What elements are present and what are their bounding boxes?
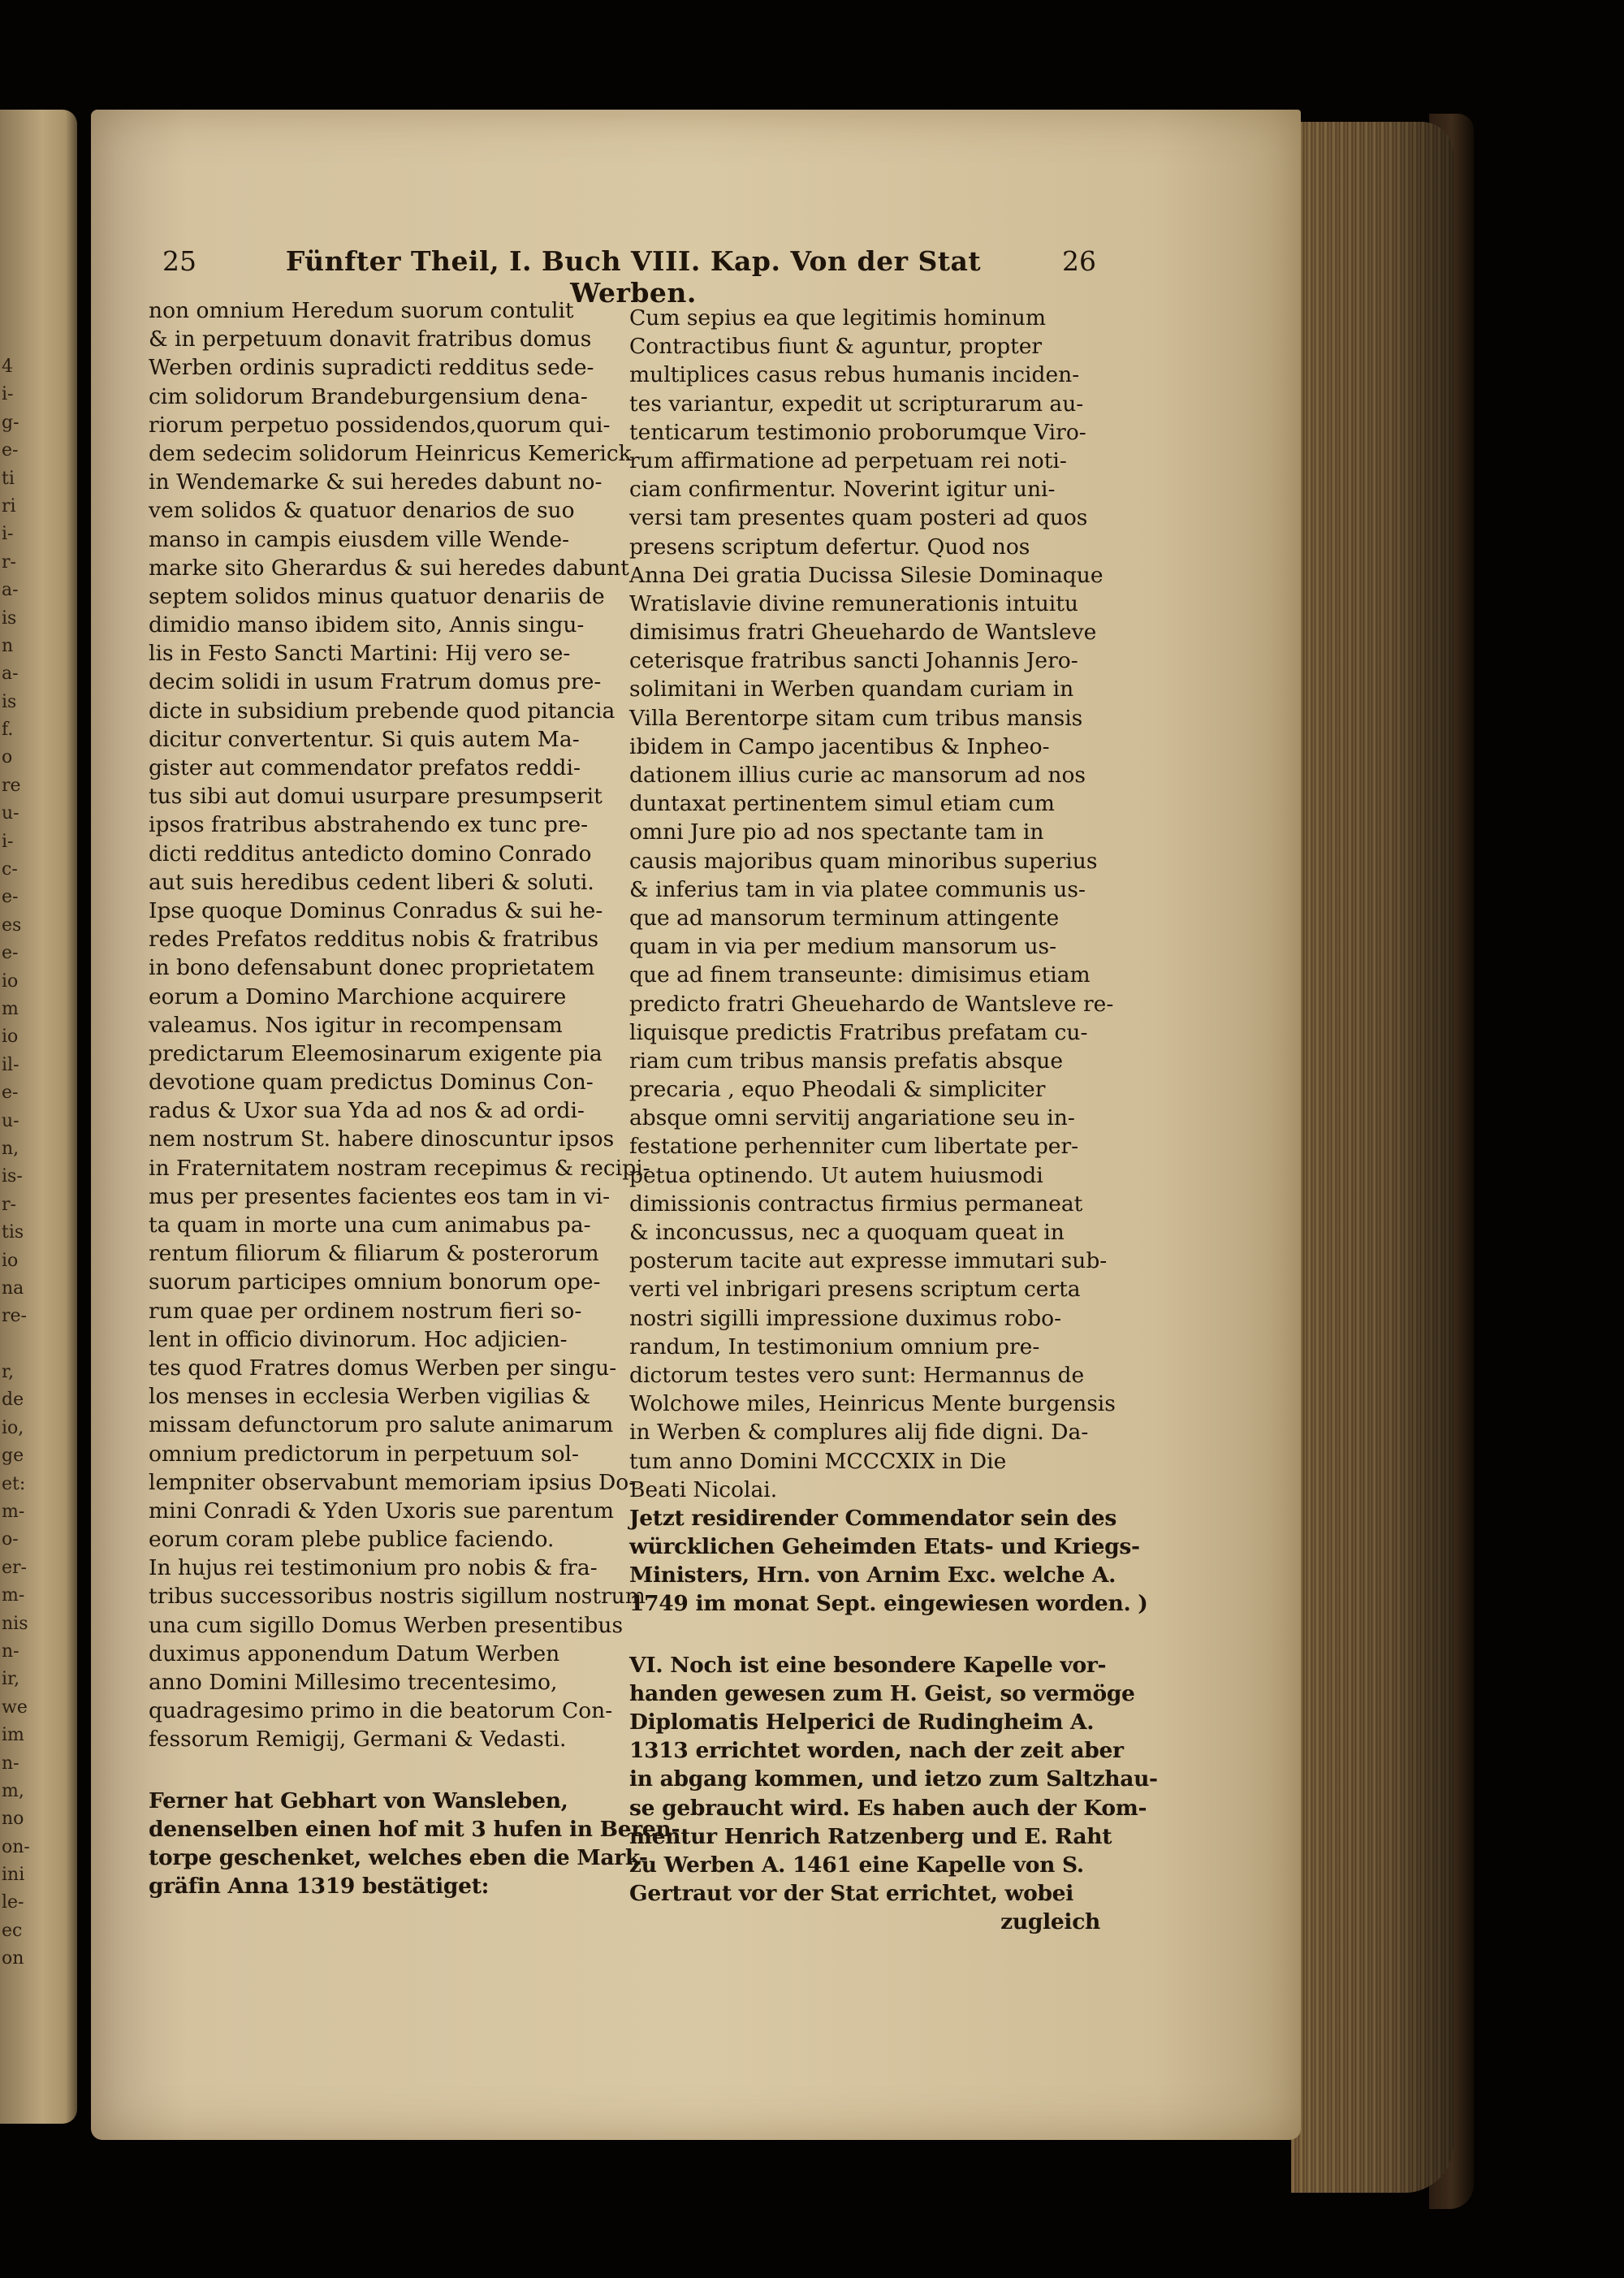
german-text-line: denenselben einen hof mit 3 hufen in Beren- [149,1816,680,1842]
text-line: vem solidos & quatuor denarios de suo [149,498,575,524]
text-line: valeamus. Nos igitur in recompensam [149,1012,563,1038]
margin-fragment: de [2,1390,24,1411]
text-line: decim solidi in usum Fratrum domus pre- [149,669,602,695]
text-line: rum quae per ordinem nostrum fieri so- [149,1298,582,1324]
text-line: Contractibus fiunt & aguntur, propter [629,334,1043,360]
margin-fragment: r, [2,1362,15,1383]
left-page-edge [0,110,77,2124]
text-line: randum, In testimonium omnium pre- [629,1334,1040,1359]
margin-fragment: u- [2,803,19,824]
german-text-line: gräfin Anna 1319 bestätiget: [149,1874,490,1900]
margin-fragment: n, [2,1138,19,1159]
text-line: tes variantur, expedit ut scripturarum au- [629,391,1084,417]
text-line: predictarum Eleemosinarum exigente pia [149,1040,603,1066]
german-text-line: se gebraucht wird. Es haben auch der Kom- [629,1795,1147,1821]
text-line: & inconcussus, nec a quoquam queat in [629,1220,1065,1245]
german-text-line: zu Werben A. 1461 eine Kapelle von S. [629,1852,1084,1878]
text-line: verti vel inbrigari presens scriptum certa [629,1277,1081,1303]
text-line: lempniter observabunt memoriam ipsius Do- [149,1469,637,1495]
text-line: cim solidorum Brandeburgensium dena- [149,383,588,409]
text-line: ceterisque fratribus sancti Johannis Jero- [629,648,1078,674]
margin-fragment: on- [2,1836,30,1857]
text-line: Cum sepius ea que legitimis hominum [629,305,1046,331]
text-line: duntaxat pertinentem simul etiam cum [629,791,1055,817]
text-line: Ipse quoque Dominus Conradus & sui he- [149,897,603,923]
german-text-line: Ministers, Hrn. von Arnim Exc. welche A. [629,1563,1116,1589]
text-line: in bono defensabunt donec proprietatem [149,955,595,981]
text-line: dimidio manso ibidem sito, Annis singu- [149,612,585,638]
text-line: non omnium Heredum suorum contulit [149,298,574,323]
text-line: Beati Nicolai. [629,1476,778,1502]
catchword: zugleich [1000,1909,1100,1935]
text-line: septem solidos minus quatuor denariis de [149,583,605,609]
german-text-line: Diplomatis Helperici de Rudingheim A. [629,1710,1095,1735]
margin-fragment: i- [2,524,14,545]
german-text-line: handen gewesen zum H. Geist, so vermöge [629,1680,1135,1706]
text-line: nostri sigilli impressione duximus robo- [629,1305,1062,1331]
text-line: riam cum tribus mansis prefatis absque [629,1048,1064,1074]
margin-fragment: e- [2,887,19,908]
text-line: aut suis heredibus cedent liberi & soluti. [149,869,594,895]
text-line: Wratislavie divine remunerationis intuitu [629,590,1078,616]
margin-fragment: e- [2,440,19,461]
text-line: petua optinendo. Ut autem huiusmodi [629,1162,1043,1188]
text-line: riorum perpetuo possidendos,quorum qui- [149,412,611,438]
margin-fragment: tis [2,1222,24,1243]
text-line: Werben ordinis supradicti redditus sede- [149,355,594,381]
margin-fragment: c- [2,859,18,880]
text-line: ipsos fratribus abstrahendo ex tunc pre- [149,812,589,838]
text-line: causis majoribus quam minoribus superius [629,848,1098,874]
text-line: los menses in ecclesia Werben vigilias & [149,1384,591,1410]
margin-fragment: e- [2,943,19,964]
text-line: dicte in subsidium prebende quod pitancia [149,698,615,724]
margin-fragment: on [2,1948,24,1969]
german-text-line: VI. Noch ist eine besondere Kapelle vor- [629,1652,1107,1678]
text-line: nem nostrum St. habere dinoscuntur ipsos [149,1126,615,1152]
text-line: quadragesimo primo in die beatorum Con- [149,1698,613,1724]
text-line: suorum participes omnium bonorum ope- [149,1269,601,1295]
text-line: missam defunctorum pro salute animarum [149,1412,614,1438]
german-text-line: mentur Henrich Ratzenberg und E. Raht [629,1823,1112,1849]
margin-fragment: na [2,1277,24,1299]
margin-fragment: ti [2,468,15,489]
text-line: dationem illius curie ac mansorum ad nos [629,763,1086,788]
margin-fragment: ini [2,1865,25,1886]
text-line: ibidem in Campo jacentibus & Inpheo- [629,733,1050,759]
text-line: rentum filiorum & filiarum & posterorum [149,1241,599,1267]
margin-fragment: ge [2,1446,24,1467]
margin-fragment: a- [2,664,19,685]
margin-fragment [2,1331,26,1359]
text-line: & in perpetuum donavit fratribus domus [149,326,592,352]
text-line: festatione perhenniter cum libertate per- [629,1134,1079,1160]
text-line: in Fraternitatem nostram recepimus & recipi- [149,1155,650,1181]
german-text-line: 1313 errichtet worden, nach der zeit aber [629,1738,1124,1764]
text-line: dimisimus fratri Gheuehardo de Wantsleve [629,620,1097,646]
margin-fragment: o- [2,1529,19,1550]
text-line: In hujus rei testimonium pro nobis & fra- [149,1555,598,1581]
text-line: precaria , equo Pheodali & simpliciter [629,1077,1046,1103]
page-number-right: 26 [1062,245,1096,277]
paragraph-gap [629,1619,1100,1651]
margin-fragment: im [2,1725,24,1746]
text-line: marke sito Gherardus & sui heredes dabunt [149,555,629,581]
margin-fragment: u- [2,1110,19,1131]
margin-fragment: ec [2,1920,23,1941]
margin-fragment: m- [2,1585,25,1606]
text-line: mini Conradi & Yden Uxoris sue parentum [149,1498,615,1524]
margin-fragment: o [2,747,13,768]
text-line: duximus apponendum Datum Werben [149,1640,560,1666]
margin-fragment: il- [2,1054,19,1075]
margin-fragment: m, [2,1780,24,1801]
text-line: Wolchowe miles, Heinricus Mente burgensis [629,1391,1116,1417]
text-line: posterum tacite aut expresse immutari sub- [629,1248,1108,1274]
german-text-line: Jetzt residirender Commendator sein des [629,1505,1116,1531]
text-line: in Werben & complures alij fide digni. Da- [629,1420,1089,1446]
margin-fragment: le- [2,1892,24,1913]
text-line: quam in via per medium mansorum us- [629,934,1057,960]
text-line: redes Prefatos redditus nobis & fratribus [149,927,599,953]
margin-fragment: es [2,914,22,936]
text-line: Anna Dei gratia Ducissa Silesie Dominaque [629,562,1104,588]
text-line: eorum a Domino Marchione acquirere [149,983,567,1009]
text-line: omni Jure pio ad nos spectante tam in [629,819,1044,845]
margin-fragment: io [2,1027,19,1048]
text-line: manso in campis eiusdem ville Wende- [149,526,570,552]
margin-fragment: g- [2,412,19,433]
margin-fragment: e- [2,1083,19,1104]
margin-fragment: we [2,1697,28,1718]
margin-fragment: er- [2,1557,27,1578]
text-line: Villa Berentorpe sitam cum tribus mansis [629,705,1083,731]
text-line: presens scriptum defertur. Quod nos [629,534,1030,560]
margin-fragment: i- [2,831,14,852]
text-line: tenticarum testimonio proborumque Viro- [629,419,1086,445]
text-line: mus per presentes facientes eos tam in vi- [149,1183,611,1209]
text-line: devotione quam predictus Dominus Con- [149,1070,594,1096]
text-line: ta quam in morte una cum animabus pa- [149,1212,591,1238]
margin-fragment: 4 [2,357,13,377]
running-title: Fünfter Theil, I. Buch VIII. Kap. Von der Stat Werben. [285,245,982,309]
german-text-line: torpe geschenket, welches eben die Mark- [149,1844,648,1870]
text-line: rum affirmatione ad perpetuam rei noti- [629,447,1067,473]
text-line: que ad mansorum terminum attingente [629,905,1060,931]
margin-fragment: n [2,635,14,656]
text-line: que ad finem transeunte: dimisimus etiam [629,962,1091,988]
left-text-column [149,296,680,1900]
margin-fragment: a- [2,580,19,601]
page-header [162,245,1096,309]
margin-fragment: re- [2,1306,27,1327]
margin-fragment: m [2,998,19,1019]
text-line: dem sedecim solidorum Heinricus Kemerick [149,440,632,466]
text-line: omnium predictorum in perpetuum sol- [149,1441,579,1467]
margin-fragment: io [2,970,19,992]
text-line: versi tam presentes quam posteri ad quos [629,505,1088,531]
left-page-fragments [2,353,30,1973]
margin-fragment: n- [2,1753,19,1774]
german-text-line: Ferner hat Gebhart von Wansleben, [149,1787,568,1813]
text-line: tus sibi aut domui usurpare presumpserit [149,784,603,810]
text-line: multiplices casus rebus humanis inciden- [629,362,1080,388]
text-line: in Wendemarke & sui heredes dabunt no- [149,469,603,495]
margin-fragment: io, [2,1417,24,1438]
german-text-line: würcklichen Geheimden Etats- und Kriegs- [629,1534,1140,1560]
text-line: gister aut commendator prefatos reddi- [149,755,581,780]
margin-fragment: is [2,691,17,712]
text-line: liquisque predictis Fratribus prefatam cu- [629,1019,1088,1045]
margin-fragment: io [2,1250,19,1271]
text-line: eorum coram plebe publice faciendo. [149,1527,555,1553]
text-line: dimissionis contractus firmius permaneat [629,1191,1083,1217]
page-number-left: 25 [162,245,197,277]
text-line: predicto fratri Gheuehardo de Wantsleve re- [629,991,1114,1017]
text-line: radus & Uxor sua Yda ad nos & ad ordi- [149,1098,585,1124]
german-text-line: 1749 im monat Sept. eingewiesen worden. ) [629,1591,1148,1617]
margin-fragment: i- [2,384,14,405]
text-line: fessorum Remigij, Germani & Vedasti. [149,1727,567,1753]
margin-fragment: m- [2,1502,25,1523]
text-line: tes quod Fratres domus Werben per singu- [149,1355,617,1381]
text-line: solimitani in Werben quandam curiam in [629,676,1074,702]
text-line: tribus successoribus nostris sigillum nostrum [149,1584,646,1610]
text-line: dictorum testes vero sunt: Hermannus de [629,1362,1085,1388]
margin-fragment: f. [2,720,14,741]
margin-fragment: r- [2,1194,16,1215]
text-line: una cum sigillo Domus Werben presentibus [149,1612,624,1638]
margin-fragment: no [2,1809,24,1830]
margin-fragment: nis [2,1613,28,1634]
text-line: lis in Festo Sancti Martini: Hij vero se- [149,641,571,667]
margin-fragment: re [2,775,21,796]
german-text-line: in abgang kommen, und ietzo zum Saltzhau- [629,1766,1158,1792]
page-stack-shade [1291,122,1453,2193]
margin-fragment: ir, [2,1669,20,1690]
margin-fragment: is- [2,1166,23,1187]
right-text-column [629,304,1158,1937]
text-line: & inferius tam in via platee communis us- [629,876,1086,902]
text-line: anno Domini Millesimo trecentesimo, [149,1670,558,1695]
margin-fragment: n- [2,1640,19,1662]
margin-fragment: ri [2,495,16,517]
text-line: ciam confirmentur. Noverint igitur uni- [629,477,1056,503]
german-text-line: Gertraut vor der Stat errichtet, wobei [629,1881,1074,1907]
margin-fragment: et: [2,1473,26,1494]
text-line: dicti redditus antedicto domino Conrado [149,841,592,867]
margin-fragment: r- [2,551,16,573]
paragraph-gap [149,1754,615,1787]
text-line: lent in officio divinorum. Hoc adjicien- [149,1326,568,1352]
text-line: dicitur convertentur. Si quis autem Ma- [149,726,580,752]
text-line: tum anno Domini MCCCXIX in Die [629,1448,1007,1474]
text-line: absque omni servitij angariatione seu in- [629,1105,1075,1131]
margin-fragment: is [2,607,17,629]
